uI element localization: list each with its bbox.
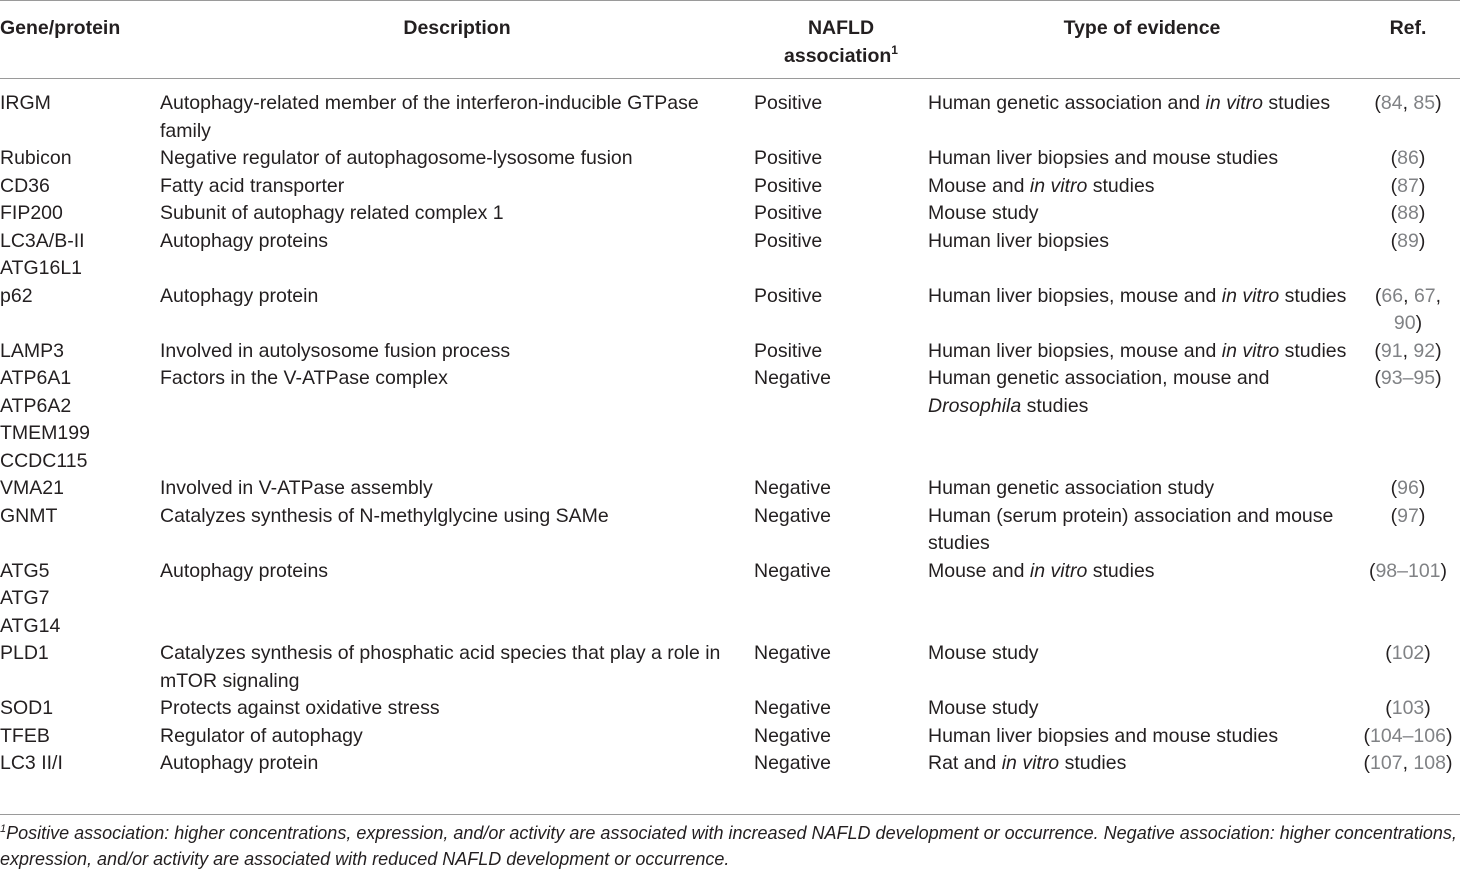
evidence-text: Human genetic association and bbox=[928, 92, 1206, 114]
table-row bbox=[0, 695, 1460, 723]
cell-association: Positive bbox=[754, 202, 823, 224]
ref-paren: ) bbox=[1415, 312, 1423, 334]
table-row bbox=[0, 365, 1460, 475]
cell-evidence bbox=[928, 338, 1356, 366]
ref-separator: , bbox=[1403, 284, 1414, 307]
ref-paren: ( bbox=[1368, 559, 1376, 582]
header-association bbox=[754, 9, 928, 78]
gene-name: LAMP3 bbox=[0, 339, 64, 362]
footnote-marker: 1 bbox=[0, 823, 7, 835]
cell-description: Catalyzes synthesis of N-methylglycine using SAMe bbox=[160, 504, 609, 527]
cell-ref bbox=[1356, 338, 1460, 366]
header-ref: Ref. bbox=[1389, 17, 1427, 39]
evidence-text: Human liver biopsies, mouse and bbox=[928, 284, 1222, 307]
evidence-text: Human genetic association study bbox=[928, 477, 1215, 499]
evidence-text: studies bbox=[1279, 284, 1347, 307]
header-gene: Gene/protein bbox=[0, 17, 121, 39]
cell-description: Autophagy proteins bbox=[160, 229, 329, 252]
ref-link[interactable]: 88 bbox=[1397, 202, 1419, 224]
gene-name: p62 bbox=[0, 284, 33, 307]
table-row bbox=[0, 558, 1460, 641]
evidence-text: Mouse and bbox=[928, 174, 1030, 197]
ref-paren: ) bbox=[1435, 92, 1442, 114]
evidence-text: Human genetic association, mouse and bbox=[928, 367, 1270, 389]
cell-gene bbox=[0, 78, 160, 145]
gene-name: ATG5 bbox=[0, 559, 50, 582]
table-row bbox=[0, 723, 1460, 751]
gene-name: PLD1 bbox=[0, 642, 49, 664]
gene-name: CCDC115 bbox=[0, 449, 88, 472]
ref-separator: , bbox=[1402, 92, 1414, 114]
gene-name: FIP200 bbox=[0, 202, 63, 224]
cell-evidence bbox=[928, 723, 1356, 751]
cell-gene bbox=[0, 558, 160, 641]
evidence-text: Human liver biopsies and mouse studies bbox=[928, 147, 1279, 169]
evidence-text: studies bbox=[1087, 559, 1155, 582]
cell-gene bbox=[0, 283, 160, 338]
gene-name: SOD1 bbox=[0, 697, 54, 719]
cell-evidence bbox=[928, 503, 1356, 558]
cell-gene bbox=[0, 173, 160, 201]
header-row bbox=[0, 9, 1460, 78]
gene-name: ATP6A1 bbox=[0, 367, 72, 389]
evidence-text: Human (serum protein) association and mouse studies bbox=[928, 504, 1334, 554]
cell-gene bbox=[0, 200, 160, 228]
ref-separator: , bbox=[1435, 284, 1442, 307]
ref-link[interactable]: 93–95 bbox=[1380, 367, 1436, 389]
gene-name: CD36 bbox=[0, 174, 50, 197]
cell-description: Protects against oxidative stress bbox=[160, 697, 440, 719]
header-association-line1: NAFLD bbox=[807, 17, 875, 39]
evidence-text: studies bbox=[1087, 174, 1155, 197]
ref-paren: ( bbox=[1385, 642, 1392, 664]
ref-paren: ( bbox=[1363, 752, 1371, 774]
cell-ref bbox=[1356, 145, 1460, 173]
cell-description: Catalyzes synthesis of phosphatic acid species that play a role in mTOR signaling bbox=[160, 642, 721, 692]
ref-paren: ( bbox=[1374, 367, 1381, 389]
cell-ref bbox=[1356, 723, 1460, 751]
gene-name: ATG16L1 bbox=[0, 257, 83, 279]
cell-ref bbox=[1356, 283, 1460, 338]
cell-description: Negative regulator of autophagosome-lysosome fusion bbox=[160, 147, 633, 169]
cell-gene bbox=[0, 365, 160, 475]
evidence-text: Human liver biopsies bbox=[928, 229, 1109, 252]
gene-name: LC3A/B-II bbox=[0, 229, 85, 252]
cell-association: Positive bbox=[754, 339, 823, 362]
ref-link[interactable]: 102 bbox=[1391, 642, 1425, 664]
gene-name: TFEB bbox=[0, 724, 50, 747]
ref-paren: ) bbox=[1418, 147, 1426, 169]
ref-paren: ( bbox=[1390, 202, 1398, 224]
ref-paren: ) bbox=[1418, 229, 1426, 252]
cell-ref bbox=[1356, 695, 1460, 723]
ref-paren: ) bbox=[1418, 174, 1426, 197]
cell-evidence bbox=[928, 640, 1356, 695]
table-row bbox=[0, 78, 1460, 145]
evidence-italic: in vitro bbox=[1205, 92, 1263, 114]
evidence-text: Mouse study bbox=[928, 202, 1039, 224]
ref-paren: ( bbox=[1390, 229, 1398, 252]
gene-name: LC3 II/I bbox=[0, 752, 63, 774]
gene-name: ATG7 bbox=[0, 587, 50, 609]
evidence-italic: in vitro bbox=[1221, 339, 1280, 362]
header-association-sup: 1 bbox=[891, 42, 898, 57]
cell-ref bbox=[1356, 475, 1460, 503]
cell-ref bbox=[1356, 228, 1460, 283]
cell-ref bbox=[1356, 200, 1460, 228]
cell-description: Autophagy proteins bbox=[160, 559, 329, 582]
ref-link[interactable]: 107 bbox=[1370, 752, 1403, 774]
ref-link[interactable]: 86 bbox=[1397, 147, 1419, 169]
evidence-text: studies bbox=[1279, 339, 1347, 362]
cell-gene bbox=[0, 338, 160, 366]
ref-paren: ) bbox=[1445, 724, 1453, 747]
cell-description: Autophagy protein bbox=[160, 284, 319, 307]
ref-paren: ) bbox=[1418, 202, 1426, 224]
header-description: Description bbox=[403, 17, 511, 39]
evidence-italic: in vitro bbox=[1029, 559, 1088, 582]
ref-paren: ) bbox=[1424, 697, 1431, 719]
cell-description: Fatty acid transporter bbox=[160, 174, 345, 197]
cell-description: Involved in V-ATPase assembly bbox=[160, 477, 433, 499]
cell-evidence bbox=[928, 200, 1356, 228]
evidence-text: Mouse study bbox=[928, 642, 1039, 664]
evidence-italic: in vitro bbox=[1029, 174, 1088, 197]
cell-evidence bbox=[928, 173, 1356, 201]
gene-name: GNMT bbox=[0, 504, 58, 527]
ref-separator: , bbox=[1402, 339, 1414, 362]
cell-association: Positive bbox=[754, 147, 823, 169]
table-body bbox=[0, 78, 1460, 778]
cell-association: Negative bbox=[754, 697, 831, 719]
gene-name: IRGM bbox=[0, 92, 51, 114]
ref-link[interactable]: 85 bbox=[1413, 92, 1436, 114]
ref-paren: ( bbox=[1374, 339, 1381, 362]
cell-association: Negative bbox=[754, 752, 831, 774]
table-row bbox=[0, 228, 1460, 283]
cell-gene bbox=[0, 750, 160, 778]
table-footnote bbox=[0, 820, 1460, 872]
cell-association: Negative bbox=[754, 367, 831, 389]
table-row bbox=[0, 640, 1460, 695]
ref-paren: ( bbox=[1390, 174, 1398, 197]
cell-gene bbox=[0, 228, 160, 283]
ref-link[interactable]: 104–106 bbox=[1370, 724, 1446, 747]
cell-evidence bbox=[928, 750, 1356, 778]
cell-evidence bbox=[928, 365, 1356, 475]
ref-paren: ) bbox=[1418, 477, 1426, 499]
table-row bbox=[0, 283, 1460, 338]
cell-ref bbox=[1356, 640, 1460, 695]
gene-name: ATP6A2 bbox=[0, 394, 72, 417]
header-evidence: Type of evidence bbox=[1063, 17, 1221, 39]
ref-paren: ) bbox=[1445, 752, 1453, 774]
cell-ref bbox=[1356, 78, 1460, 145]
evidence-text: studies bbox=[1021, 394, 1089, 417]
evidence-text: Human liver biopsies and mouse studies bbox=[928, 724, 1279, 747]
gene-name: Rubicon bbox=[0, 147, 72, 169]
ref-paren: ) bbox=[1424, 642, 1431, 664]
cell-association: Positive bbox=[754, 174, 823, 197]
cell-association: Negative bbox=[754, 504, 831, 527]
cell-association: Positive bbox=[754, 229, 823, 252]
cell-gene bbox=[0, 145, 160, 173]
cell-ref bbox=[1356, 365, 1460, 475]
cell-evidence bbox=[928, 558, 1356, 641]
ref-paren: ) bbox=[1418, 504, 1426, 527]
evidence-text: Mouse and bbox=[928, 559, 1030, 582]
cell-evidence bbox=[928, 283, 1356, 338]
ref-paren: ) bbox=[1435, 339, 1442, 362]
cell-evidence bbox=[928, 145, 1356, 173]
cell-ref bbox=[1356, 173, 1460, 201]
evidence-italic: Drosophila bbox=[928, 394, 1022, 417]
ref-link[interactable]: 66 bbox=[1381, 284, 1404, 307]
table-row bbox=[0, 338, 1460, 366]
table-row bbox=[0, 475, 1460, 503]
table-row bbox=[0, 750, 1460, 778]
cell-gene bbox=[0, 695, 160, 723]
gene-name: TMEM199 bbox=[0, 422, 90, 444]
ref-link[interactable]: 91 bbox=[1380, 339, 1403, 362]
evidence-text: studies bbox=[1059, 752, 1127, 774]
cell-description: Autophagy protein bbox=[160, 752, 319, 774]
cell-evidence bbox=[928, 475, 1356, 503]
cell-gene bbox=[0, 475, 160, 503]
cell-association: Negative bbox=[754, 559, 831, 582]
evidence-italic: in vitro bbox=[1001, 752, 1060, 774]
cell-gene bbox=[0, 503, 160, 558]
cell-association: Negative bbox=[754, 642, 831, 664]
gene-name: VMA21 bbox=[0, 477, 64, 499]
evidence-text: studies bbox=[1262, 92, 1331, 114]
cell-description: Involved in autolysosome fusion process bbox=[160, 339, 511, 362]
ref-paren: ( bbox=[1363, 724, 1371, 747]
evidence-italic: in vitro bbox=[1221, 284, 1280, 307]
ref-link[interactable]: 98–101 bbox=[1375, 559, 1441, 582]
table-row bbox=[0, 173, 1460, 201]
cell-evidence bbox=[928, 78, 1356, 145]
cell-description: Factors in the V-ATPase complex bbox=[160, 367, 448, 389]
nafld-gene-table bbox=[0, 9, 1460, 778]
ref-link[interactable]: 67 bbox=[1413, 284, 1436, 307]
evidence-text: Human liver biopsies, mouse and bbox=[928, 339, 1222, 362]
footnote-text: Positive association: higher concentrations, expression, and/or activity are associated with increased NAFLD development or occurrence. Negative association: higher concentrations, expression, and/or activity are associated with reduced NAFLD development or occurrence. bbox=[0, 823, 1457, 869]
ref-paren: ( bbox=[1390, 147, 1398, 169]
ref-paren: ( bbox=[1374, 284, 1382, 307]
cell-description: Subunit of autophagy related complex 1 bbox=[160, 202, 504, 224]
ref-link[interactable]: 84 bbox=[1380, 92, 1403, 114]
table-row bbox=[0, 145, 1460, 173]
ref-link[interactable]: 103 bbox=[1391, 697, 1425, 719]
ref-paren: ( bbox=[1390, 504, 1398, 527]
top-rule bbox=[0, 0, 1460, 1]
header-association-line2: association bbox=[784, 44, 892, 67]
ref-link[interactable]: 108 bbox=[1413, 752, 1446, 774]
ref-paren: ) bbox=[1435, 367, 1442, 389]
ref-paren: ( bbox=[1374, 92, 1381, 114]
ref-link[interactable]: 89 bbox=[1397, 229, 1419, 252]
cell-description: Regulator of autophagy bbox=[160, 724, 363, 747]
cell-gene bbox=[0, 640, 160, 695]
ref-link[interactable]: 87 bbox=[1397, 174, 1419, 197]
cell-gene bbox=[0, 723, 160, 751]
ref-link[interactable]: 92 bbox=[1413, 339, 1436, 362]
ref-link[interactable]: 97 bbox=[1397, 504, 1419, 527]
ref-link[interactable]: 96 bbox=[1397, 477, 1419, 499]
cell-description: Autophagy-related member of the interferon-inducible GTPase family bbox=[160, 92, 699, 142]
cell-ref bbox=[1356, 558, 1460, 641]
cell-evidence bbox=[928, 228, 1356, 283]
ref-separator: , bbox=[1402, 752, 1414, 774]
cell-ref bbox=[1356, 503, 1460, 558]
ref-link[interactable]: 90 bbox=[1393, 312, 1416, 334]
evidence-text: Mouse study bbox=[928, 697, 1039, 719]
ref-paren: ) bbox=[1440, 559, 1448, 582]
bottom-rule bbox=[0, 814, 1460, 815]
cell-association: Negative bbox=[754, 477, 831, 499]
ref-paren: ( bbox=[1385, 697, 1392, 719]
table-row bbox=[0, 503, 1460, 558]
evidence-text: Rat and bbox=[928, 752, 1002, 774]
cell-association: Positive bbox=[754, 92, 823, 114]
cell-association: Positive bbox=[754, 284, 823, 307]
cell-evidence bbox=[928, 695, 1356, 723]
cell-ref bbox=[1356, 750, 1460, 778]
gene-name: ATG14 bbox=[0, 614, 61, 637]
cell-association: Negative bbox=[754, 724, 831, 747]
ref-paren: ( bbox=[1390, 477, 1398, 499]
table-row bbox=[0, 200, 1460, 228]
